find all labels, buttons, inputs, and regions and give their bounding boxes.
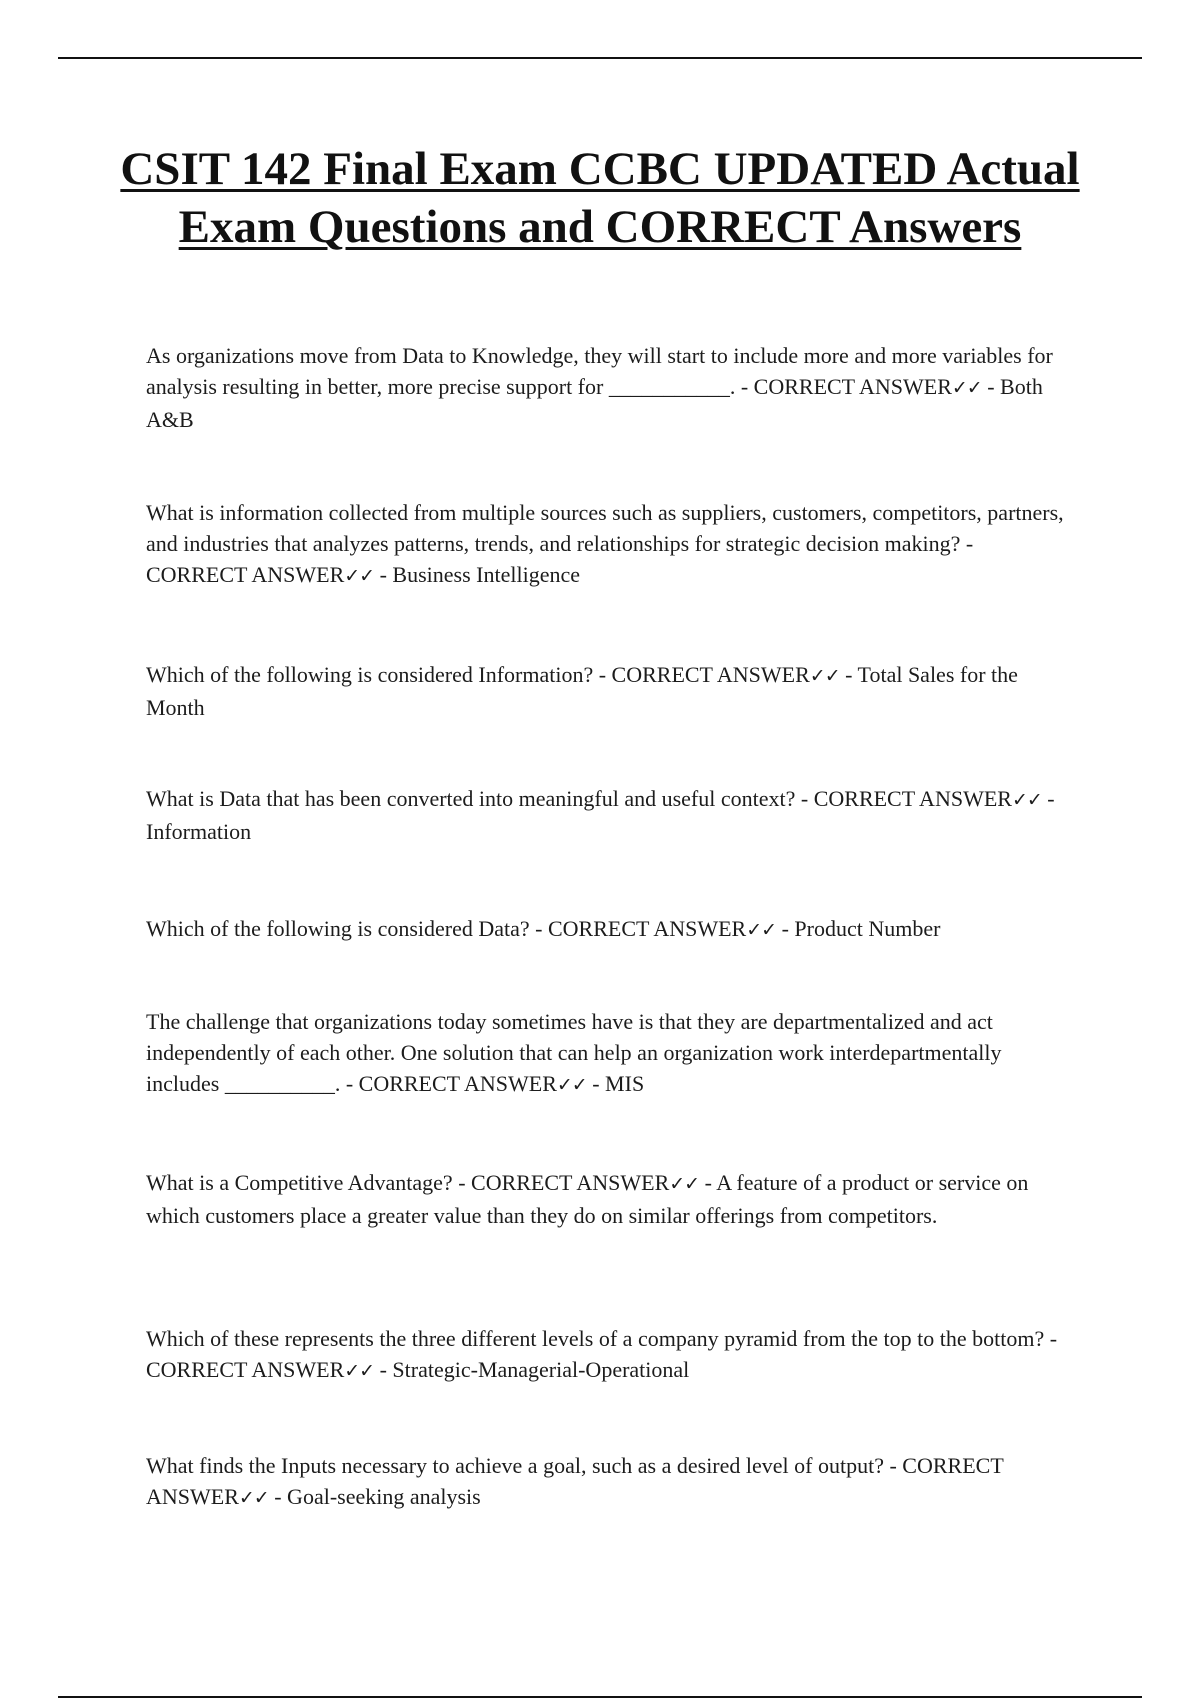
qa-item-1	[146, 340, 1066, 435]
answer-text: - Strategic-Managerial-Operational	[379, 1357, 690, 1382]
answer-text: - Total Sales for the Month	[146, 662, 1018, 720]
qa-item-8	[146, 1323, 1066, 1387]
qa-item-9	[146, 1450, 1066, 1514]
document-title: CSIT 142 Final Exam CCBC UPDATED Actual Exam Questions and CORRECT Answers	[120, 143, 1080, 253]
answer-text: - Both A&B	[146, 374, 1043, 432]
qa-item-4	[146, 783, 1066, 847]
answer-text: - Goal-seeking analysis	[274, 1484, 481, 1509]
qa-item-5	[146, 913, 1066, 946]
question-text: The challenge that organizations today sometimes have is that they are departmentalized and act independently of each other. One solution that can help an organization work interdepartmentally includes __________. - CORRECT ANSWER	[146, 1009, 1002, 1096]
question-text: What is Data that has been converted into meaningful and useful context? - CORRECT ANSWER	[146, 786, 1012, 811]
double-check-icon: ✓✓	[746, 919, 777, 941]
qa-item-3	[146, 659, 1066, 723]
question-text: What is information collected from multiple sources such as suppliers, customers, competitors, partners, and industries that analyzes patterns, trends, and relationships for strategic decision making? - CORRECT ANSWER	[146, 500, 1064, 587]
question-text: What finds the Inputs necessary to achieve a goal, such as a desired level of output? - CORRECT ANSWER	[146, 1453, 1004, 1509]
answer-text: - A feature of a product or service on which customers place a greater value than they do on similar offerings from competitors.	[146, 1170, 1029, 1228]
qa-item-6	[146, 1006, 1066, 1101]
double-check-icon: ✓✓	[669, 1173, 700, 1195]
double-check-icon: ✓✓	[344, 565, 375, 587]
double-check-icon: ✓✓	[951, 377, 982, 399]
answer-text: - Business Intelligence	[379, 562, 580, 587]
answer-text: - Information	[146, 786, 1055, 844]
double-check-icon: ✓✓	[344, 1360, 375, 1382]
double-check-icon: ✓✓	[1011, 789, 1042, 811]
top-rule	[58, 57, 1142, 59]
question-text: As organizations move from Data to Knowledge, they will start to include more and more variables for analysis resulting in better, more precise support for ___________. - CORRECT ANSWER	[146, 343, 1053, 399]
bottom-rule	[58, 1696, 1142, 1698]
question-text: What is a Competitive Advantage? - CORRECT ANSWER	[146, 1170, 670, 1195]
question-text: Which of the following is considered Data? - CORRECT ANSWER	[146, 916, 747, 941]
double-check-icon: ✓✓	[556, 1074, 587, 1096]
question-text: Which of the following is considered Information? - CORRECT ANSWER	[146, 662, 810, 687]
qa-item-2	[146, 497, 1066, 592]
double-check-icon: ✓✓	[238, 1487, 269, 1509]
qa-item-7	[146, 1167, 1066, 1231]
question-text: Which of these represents the three different levels of a company pyramid from the top to the bottom? - CORRECT ANSWER	[146, 1326, 1058, 1382]
double-check-icon: ✓✓	[809, 665, 840, 687]
answer-text: - MIS	[592, 1071, 645, 1096]
answer-text: - Product Number	[781, 916, 941, 941]
